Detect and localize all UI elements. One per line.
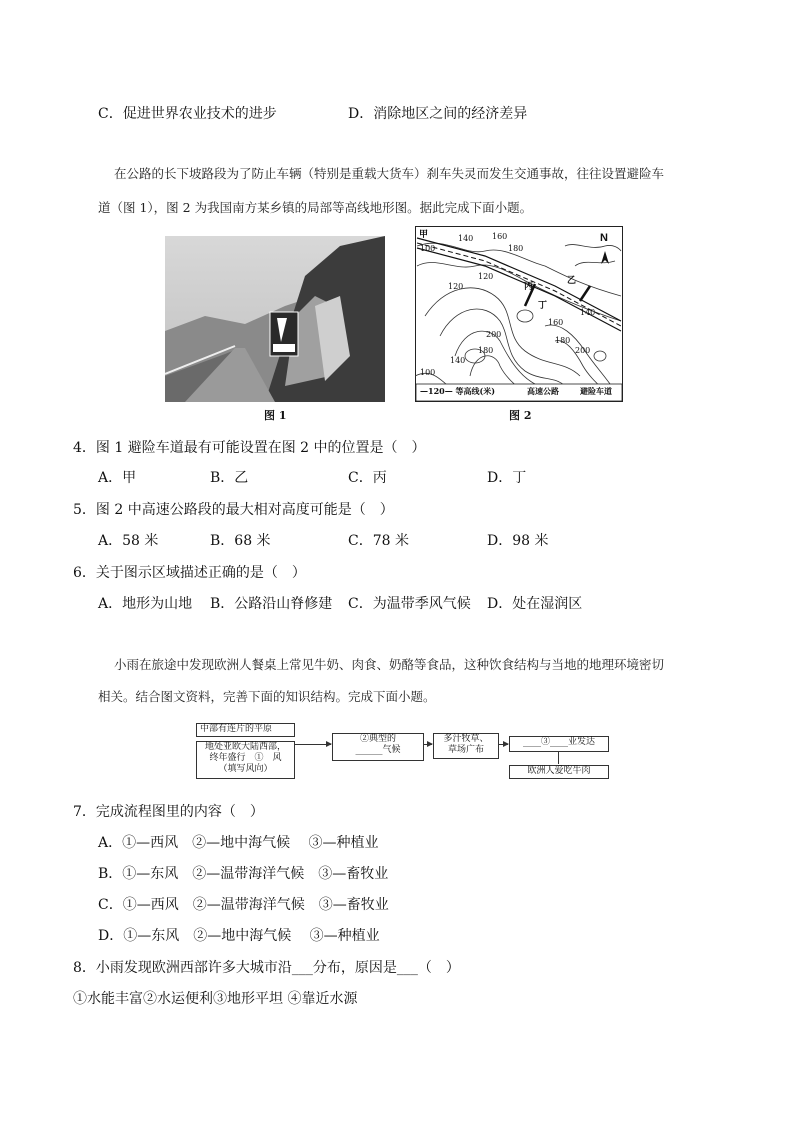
passage-europe-line2: 相关。结合图文资料，完善下面的知识结构。完成下面小题。 bbox=[98, 689, 436, 704]
q4-stem: 4．图 1 避险车道最有可能设置在图 2 中的位置是（ ） bbox=[73, 440, 426, 456]
contour-label: 120 bbox=[448, 282, 464, 291]
map-label-bing: 丙 bbox=[524, 282, 534, 292]
q6-stem: 6．关于图示区域描述正确的是（ ） bbox=[73, 565, 306, 581]
contour-label: 160 bbox=[492, 232, 508, 241]
q5-option-c[interactable]: C．78 米 bbox=[348, 533, 409, 549]
flow-box-grass bbox=[433, 733, 499, 759]
q5-stem: 5．图 2 中高速公路段的最大相对高度可能是（ ） bbox=[73, 502, 394, 518]
passage-europe-line1: 小雨在旅途中发现欧洲人餐桌上常见牛奶、肉食、奶酪等食品，这种饮食结构与当地的地理环境密切 bbox=[114, 657, 665, 672]
map-north-label: N bbox=[600, 232, 608, 244]
q7-option-c[interactable]: C．①—西风 ②—温带海洋气候 ③—畜牧业 bbox=[98, 897, 389, 913]
q3-option-d[interactable]: D．消除地区之间的经济差异 bbox=[348, 106, 528, 122]
passage-highway-line1: 在公路的长下坡路段为了防止车辆（特别是重载大货车）刹车失灵而发生交通事故，往往设置避险车 bbox=[114, 166, 665, 181]
figure1-photo bbox=[165, 236, 385, 402]
contour-label: 140 bbox=[458, 234, 474, 243]
q8-items: ①水能丰富②水运便利③地形平坦 ④靠近水源 bbox=[73, 991, 358, 1007]
flow-box-climate-line2: ______气候 bbox=[355, 745, 401, 755]
q6-option-a[interactable]: A．地形为山地 bbox=[98, 596, 193, 612]
flow-box-grass-line2: 草场广布 bbox=[447, 745, 484, 755]
map-legend-ramp: 避险车道 bbox=[580, 386, 612, 396]
flow-box-wind bbox=[196, 741, 295, 779]
q6-option-d[interactable]: D．处在湿润区 bbox=[487, 596, 583, 612]
q4-option-c[interactable]: C．丙 bbox=[348, 470, 387, 486]
flow-box-wind-line2: 终年盛行 ① 风 bbox=[209, 753, 282, 763]
contour-label: 140 bbox=[580, 308, 596, 317]
contour-label: 180 bbox=[478, 346, 494, 355]
q4-option-a[interactable]: A．甲 bbox=[98, 470, 137, 486]
passage-europe bbox=[98, 648, 718, 682]
flow-box-wind-line1: 地处亚欧大陆西部， bbox=[204, 742, 286, 752]
flow-box-industry: ____③____业发达 bbox=[509, 736, 609, 752]
flow-arrow bbox=[498, 744, 508, 745]
contour-label: 120 bbox=[478, 272, 494, 281]
contour-label: 160 bbox=[548, 318, 564, 327]
q5-option-a[interactable]: A．58 米 bbox=[98, 533, 159, 549]
passage-europe-cont bbox=[98, 680, 718, 714]
q8-stem: 8．小雨发现欧洲西部许多大城市沿___分布，原因是___（ ） bbox=[73, 960, 460, 976]
map-label-ding: 丁 bbox=[538, 301, 548, 311]
q4-option-d[interactable]: D．丁 bbox=[487, 470, 527, 486]
q7-stem: 7．完成流程图里的内容（ ） bbox=[73, 804, 264, 820]
q5-option-b[interactable]: B．68 米 bbox=[210, 533, 271, 549]
q4-option-b[interactable]: B．乙 bbox=[210, 470, 249, 486]
contour-label: 180 bbox=[508, 244, 524, 253]
flow-box-wind-line3: （填写风向） bbox=[218, 764, 273, 774]
figure1-caption: 图 1 bbox=[264, 409, 287, 422]
map-legend-contour: —120— 等高线(米) bbox=[420, 386, 496, 396]
passage-highway-line2: 道（图 1），图 2 为我国南方某乡镇的局部等高线地形图。据此完成下面小题。 bbox=[98, 200, 533, 215]
passage-highway bbox=[98, 157, 718, 191]
q7-option-d[interactable]: D．①—东风 ②—地中海气候 ③—种植业 bbox=[98, 928, 380, 944]
q7-option-b[interactable]: B．①—东风 ②—温带海洋气候 ③—畜牧业 bbox=[98, 866, 389, 882]
contour-label: 200 bbox=[486, 330, 502, 339]
map-label-yi: 乙 bbox=[567, 276, 577, 286]
q7-option-a[interactable]: A．①—西风 ②—地中海气候 ③—种植业 bbox=[98, 835, 379, 851]
figure2-caption: 图 2 bbox=[509, 409, 532, 422]
flow-arrow bbox=[295, 744, 331, 745]
flow-box-grass-line1: 多汁牧草、 bbox=[443, 734, 489, 744]
q3-option-c[interactable]: C．促进世界农业技术的进步 bbox=[98, 106, 277, 122]
flow-box-climate bbox=[332, 733, 424, 761]
contour-label: 200 bbox=[575, 346, 591, 355]
contour-label: 140 bbox=[450, 356, 466, 365]
flow-connector bbox=[558, 751, 559, 764]
contour-label: 100 bbox=[420, 244, 436, 253]
passage-highway-cont bbox=[98, 191, 718, 225]
flow-box-plain: 中部有连片的平原 bbox=[196, 723, 295, 737]
q5-option-d[interactable]: D．98 米 bbox=[487, 533, 549, 549]
q6-option-b[interactable]: B．公路沿山脊修建 bbox=[210, 596, 333, 612]
flow-box-climate-line1: ②典型的 bbox=[359, 734, 396, 744]
contour-label: 100 bbox=[420, 368, 436, 377]
contour-label: 180 bbox=[555, 336, 571, 345]
map-label-jia: 甲 bbox=[419, 230, 429, 240]
flow-box-beef: 欧洲人爱吃牛肉 bbox=[509, 765, 609, 779]
q6-option-c[interactable]: C．为温带季风气候 bbox=[348, 596, 471, 612]
flow-arrow bbox=[423, 744, 432, 745]
map-legend-highway: 高速公路 bbox=[527, 386, 559, 396]
